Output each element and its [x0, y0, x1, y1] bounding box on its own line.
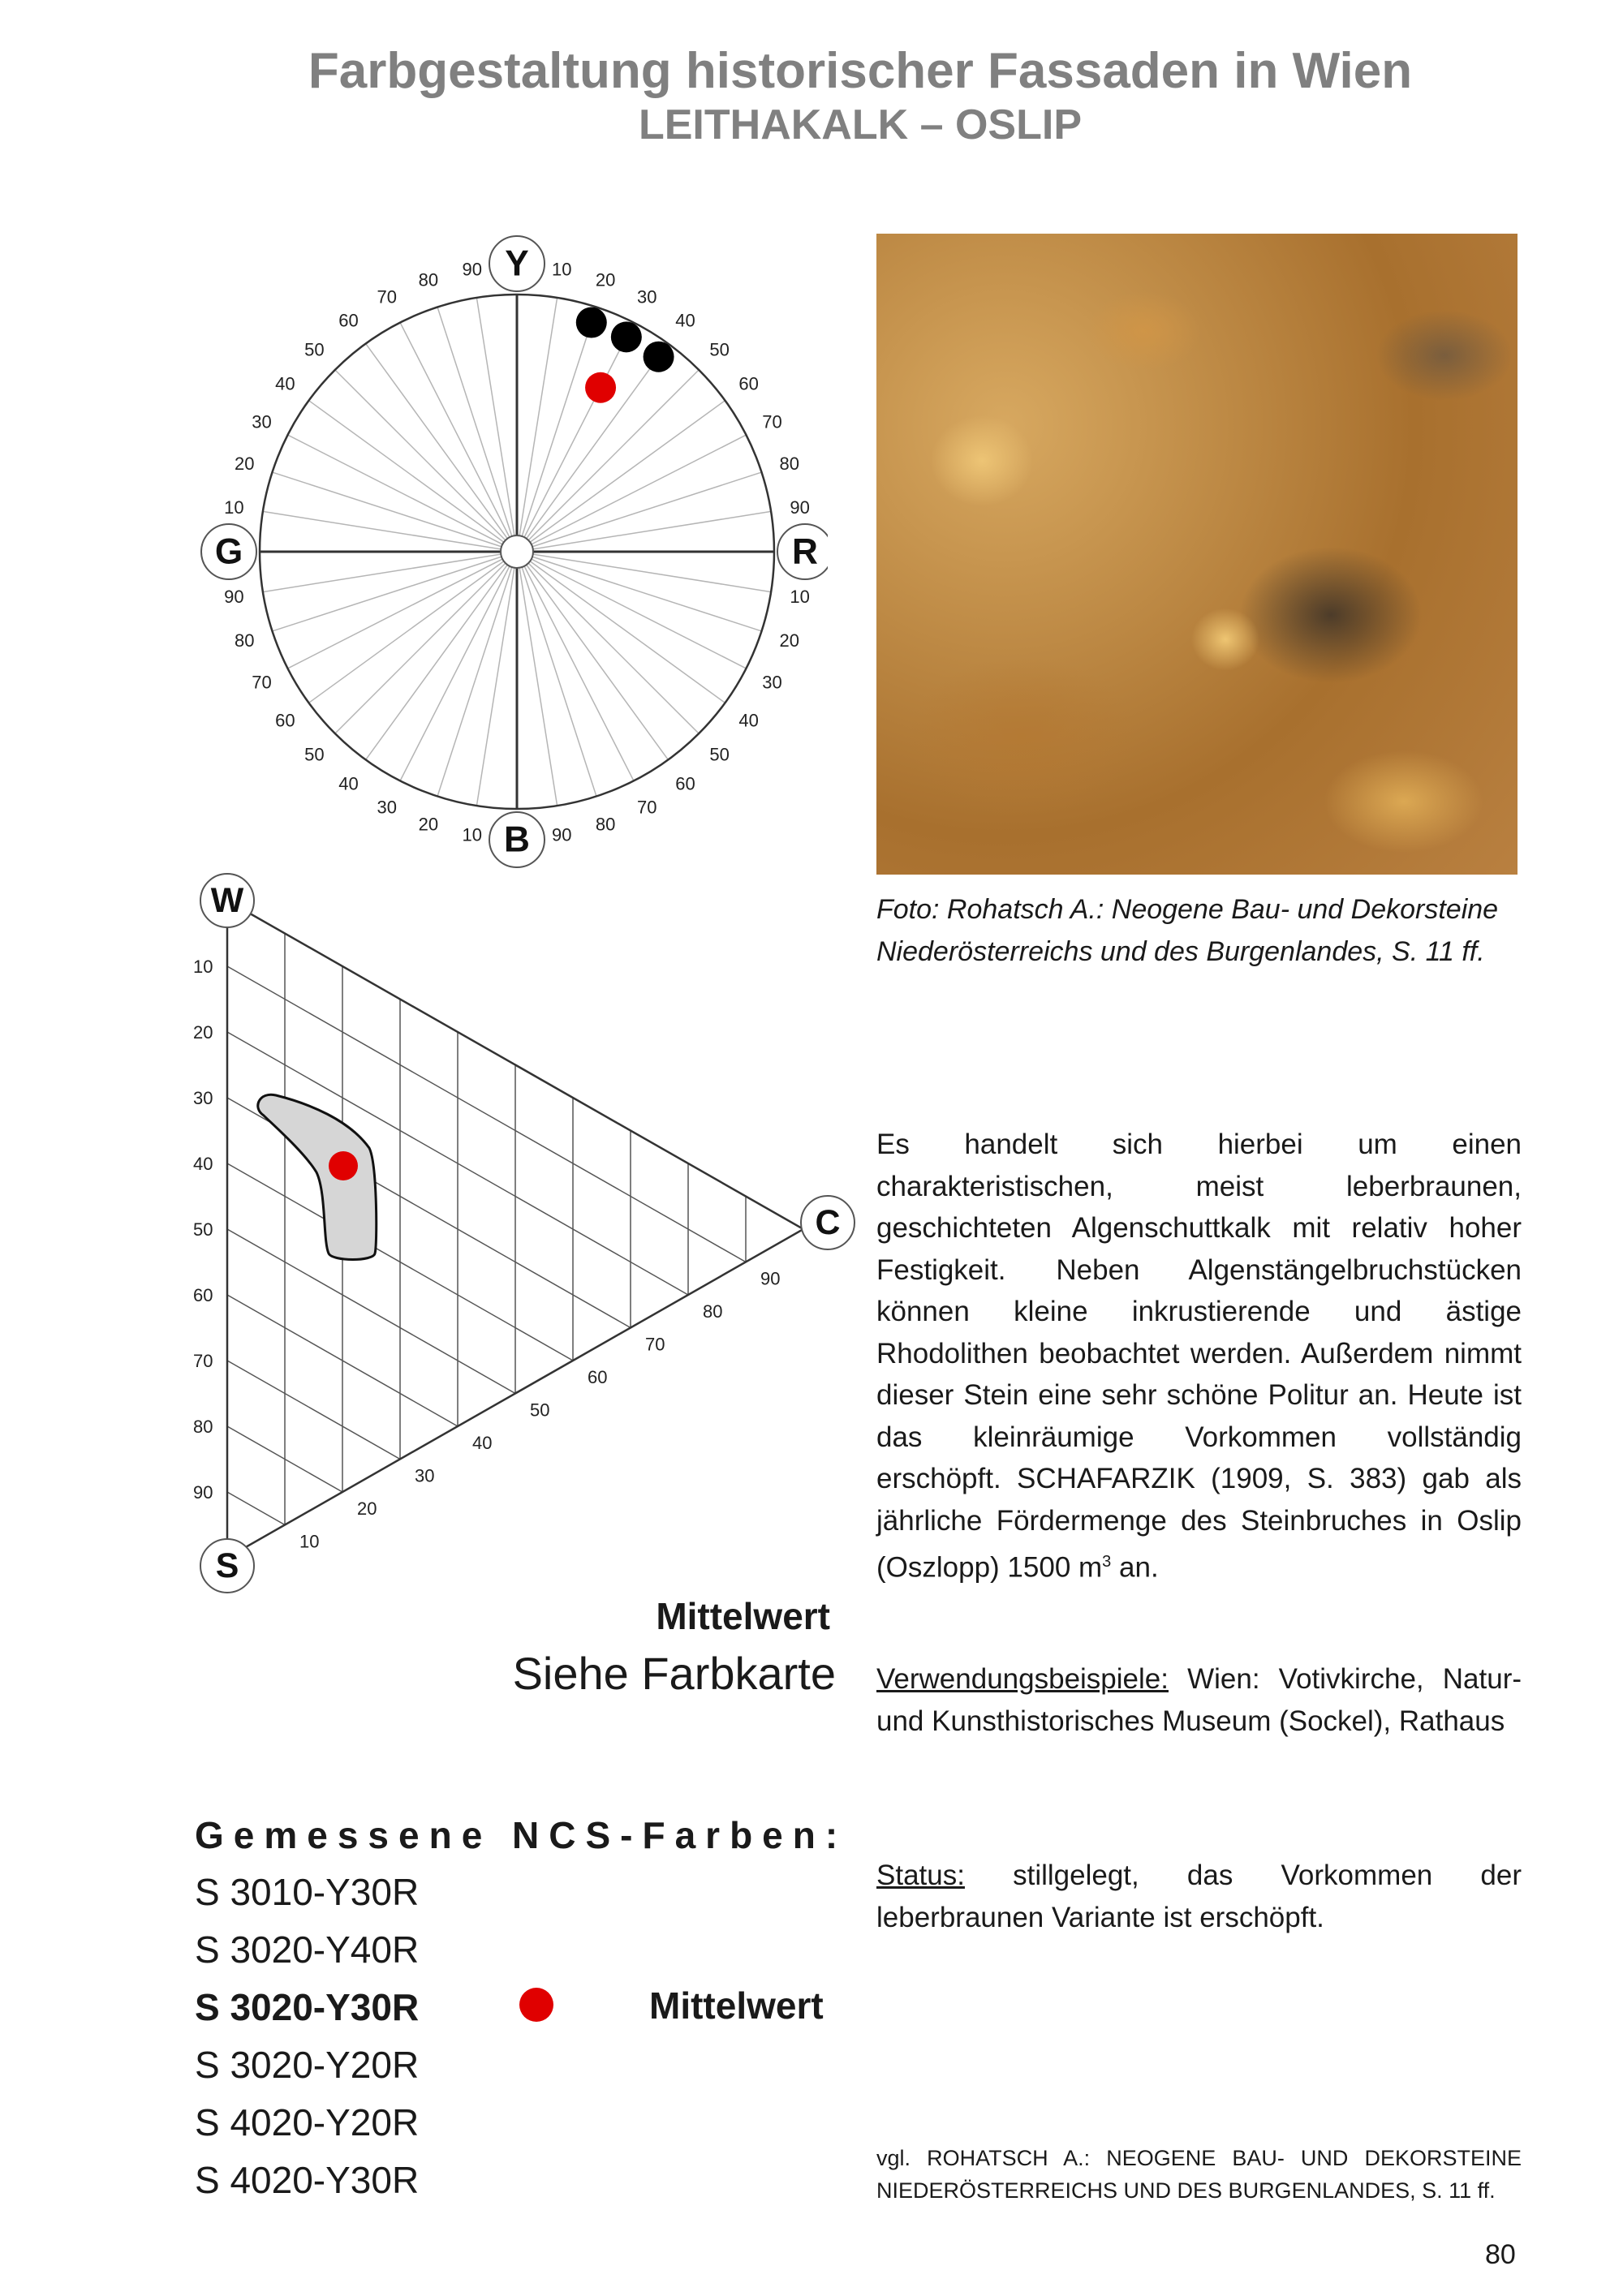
corner-w [200, 874, 254, 927]
triangle-left-tick: 70 [193, 1351, 213, 1371]
measured-hue-point [611, 321, 642, 352]
ncs-color-item: S 4020-Y30R [195, 2159, 420, 2201]
stone-photo [876, 234, 1518, 875]
circle-tick-label: 20 [779, 630, 799, 651]
circle-tick-label: 40 [275, 373, 295, 394]
page-title: Farbgestaltung historischer Fassaden in Wien [308, 43, 1413, 99]
triangle-diagonal-tick: 80 [703, 1301, 723, 1322]
svg-text:B: B [504, 819, 530, 860]
svg-text:C: C [815, 1202, 841, 1242]
triangle-left-tick: 20 [193, 1022, 213, 1043]
circle-tick-label: 90 [551, 824, 572, 845]
svg-text:G: G [214, 531, 243, 572]
ncs-heading: Gemessene NCS-Farben: [195, 1814, 848, 1856]
corner-s [200, 1539, 254, 1593]
circle-tick-label: 30 [637, 286, 657, 307]
triangle-diagonal-tick: 40 [472, 1433, 493, 1453]
ncs-color-item-mean: S 3020-Y30R [195, 1986, 420, 2028]
triangle-left-tick: 90 [193, 1482, 213, 1503]
svg-text:Y: Y [505, 243, 529, 284]
page-number: 80 [1485, 2239, 1516, 2270]
triangle-diagonal-tick: 30 [415, 1465, 435, 1486]
circle-tick-label: 50 [709, 744, 730, 765]
circle-tick-label: 60 [338, 310, 359, 331]
see-color-chart: Siehe Farbkarte [512, 1648, 836, 1699]
triangle-left-tick: 50 [193, 1219, 213, 1240]
ncs-color-item: S 3020-Y40R [195, 1928, 420, 1971]
circle-tick-label: 80 [779, 453, 799, 474]
triangle-diagonal-tick: 50 [530, 1400, 550, 1421]
circle-tick-label: 90 [224, 587, 244, 608]
circle-tick-label: 90 [462, 259, 483, 280]
circle-tick-label: 50 [709, 339, 730, 360]
circle-tick-label: 20 [418, 814, 439, 835]
circle-tick-label: 50 [304, 744, 325, 765]
measured-hue-point [576, 307, 607, 338]
mean-legend-label: Mittelwert [649, 1984, 824, 2027]
status-label: Status: [876, 1860, 965, 1891]
circle-tick-label: 60 [275, 710, 295, 731]
triangle-diagonal-tick: 10 [299, 1531, 320, 1552]
circle-tick-label: 70 [762, 411, 782, 432]
svg-text:R: R [792, 531, 818, 572]
circle-tick-label: 70 [637, 797, 657, 818]
stone-description: Es handelt sich hierbei um einen charakteristischen, meist leberbraunen, geschichteten Algenschuttkalk mit relativ hoher Festigkeit. Neben Algenstängelbruchstücken können kleine inkrustierende und ästige Rhodolithen beobachtet werden. Außerdem nimmt dieser Stein eine sehr schöne Politur an. Heute ist das kleinräumige Vorkommen vollständig erschöpft. SCHAFARZIK (1909, S. 383) gab als jährliche Fördermenge des Steinbruches in Oslip (Oszlopp) 1500 $m^3$ an. [876, 1129, 1522, 1584]
measurement-area [258, 1094, 377, 1259]
circle-tick-label: 20 [595, 269, 616, 290]
circle-tick-label: 10 [224, 497, 244, 518]
circle-tick-label: 20 [235, 453, 255, 474]
mean-marker-dot [519, 1988, 553, 2022]
triangle-left-tick: 10 [193, 957, 213, 977]
svg-text:W: W [210, 880, 244, 920]
pole-r [777, 524, 828, 579]
mean-hue-point [585, 372, 616, 403]
circle-tick-label: 80 [235, 630, 255, 651]
pole-b [489, 812, 545, 867]
circle-tick-label: 10 [462, 824, 483, 845]
mean-point-triangle [329, 1151, 358, 1180]
circle-tick-label: 10 [790, 587, 810, 608]
circle-tick-label: 30 [252, 411, 272, 432]
ncs-color-circle [187, 231, 828, 880]
pole-g [201, 524, 256, 579]
usage-examples: Verwendungsbeispiele: Wien: Votivkirche, Natur- und Kunsthistorisches Museum (Sockel), Rathaus [876, 1663, 1522, 1737]
measured-hue-point [644, 342, 674, 372]
circle-tick-label: 70 [252, 672, 272, 693]
triangle-left-tick: 30 [193, 1088, 213, 1108]
triangle-left-tick: 40 [193, 1154, 213, 1174]
status-text: Status: stillgelegt, das Vorkommen der leberbraunen Variante ist erschöpft. [876, 1860, 1522, 1933]
ncs-color-item: S 3010-Y30R [195, 1871, 420, 1913]
circle-tick-label: 80 [418, 269, 439, 290]
corner-c [801, 1196, 855, 1249]
triangle-diagonal-tick: 60 [588, 1367, 608, 1387]
circle-tick-label: 90 [790, 497, 810, 518]
circle-tick-label: 30 [377, 797, 397, 818]
reference: vgl. ROHATSCH A.: NEOGENE BAU- UND DEKORSTEINE NIEDERÖSTERREICHS UND DES BURGENLANDES, S. 11 ff. [876, 2146, 1522, 2203]
ncs-triangle [187, 872, 860, 1602]
circle-tick-label: 40 [738, 710, 759, 731]
usage-label: Verwendungsbeispiele: [876, 1663, 1169, 1695]
circle-tick-label: 80 [595, 814, 616, 835]
page-subtitle: LEITHAKALK – OSLIP [638, 101, 1083, 148]
ncs-color-item: S 3020-Y20R [195, 2044, 420, 2086]
circle-tick-label: 40 [675, 310, 695, 331]
circle-tick-label: 10 [551, 259, 572, 280]
triangle-diagonal-tick: 20 [357, 1498, 377, 1519]
svg-text:S: S [215, 1546, 239, 1585]
triangle-diagonal-tick: 70 [645, 1334, 665, 1355]
circle-tick-label: 60 [738, 373, 759, 394]
triangle-left-tick: 80 [193, 1417, 213, 1437]
triangle-left-tick: 60 [193, 1285, 213, 1305]
photo-caption: Foto: Rohatsch A.: Neogene Bau- und Dekorsteine Niederösterreichs und des Burgenlandes, S. 11 ff. [876, 894, 1499, 967]
circle-tick-label: 40 [338, 773, 359, 794]
triangle-diagonal-tick: 90 [760, 1268, 781, 1289]
circle-tick-label: 60 [675, 773, 695, 794]
circle-tick-label: 30 [762, 672, 782, 693]
ncs-color-item: S 4020-Y20R [195, 2101, 420, 2143]
circle-tick-label: 70 [377, 286, 397, 307]
circle-tick-label: 50 [304, 339, 325, 360]
pole-y [489, 236, 545, 291]
mean-heading: Mittelwert [656, 1595, 830, 1637]
